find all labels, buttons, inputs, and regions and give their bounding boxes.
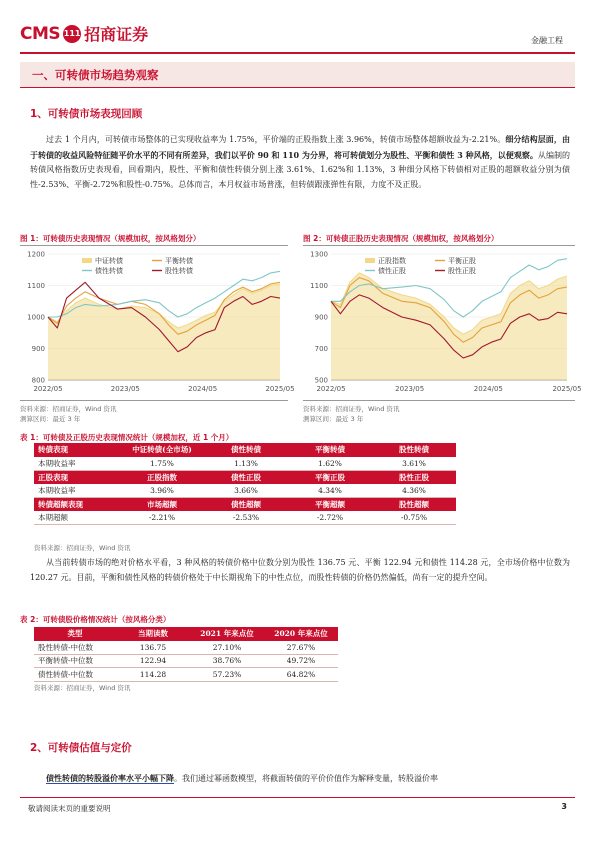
figure1-frame bbox=[20, 245, 295, 401]
legend-label: 股性正股 bbox=[448, 267, 476, 275]
table1 bbox=[34, 443, 456, 525]
table1-cell: 本期超额 bbox=[34, 511, 120, 525]
legend-label: 债性正股 bbox=[378, 267, 406, 275]
table1-cell: 债性正股 bbox=[204, 470, 288, 484]
table1-header-row bbox=[34, 470, 456, 484]
para3-text: 。我们通过幂函数模型，将截面转债的平价价值作为解释变量，转股溢价率 bbox=[174, 774, 438, 783]
table1-cell: 1.62% bbox=[288, 457, 372, 471]
table2-cell: 27.10% bbox=[190, 641, 264, 655]
table1-title: 表 1：可转债及正股历史表现情况统计（规模加权，近 1 个月） bbox=[20, 433, 234, 442]
paragraph-valuation bbox=[30, 771, 570, 786]
x-tick-label: 2025/05 bbox=[552, 385, 582, 393]
table2-header-cell: 2021 年来点位 bbox=[190, 627, 264, 641]
table2-title: 表 2：可转债股价格情况统计（按风格分类） bbox=[20, 615, 171, 624]
legend-label: 平衡正股 bbox=[448, 257, 476, 265]
legend-label: 中证转债 bbox=[95, 257, 123, 265]
figure1-notes bbox=[20, 405, 116, 424]
figure2-title: 图 2：可转债正股历史表现情况（规模加权，按风格划分） bbox=[303, 234, 499, 243]
table2-header-cell: 2020 年来点位 bbox=[264, 627, 338, 641]
legend-label: 平衡转债 bbox=[165, 257, 193, 265]
paragraph-price-level: 从当前转债市场的绝对价格水平看，3 种风格的转债价格中位数分别为股性 136.75 元、平衡 122.94 元和债性 114.28 元，全市场价格中位数为 120.27 元。目前，平衡和债性风格的转债价格处于中长期视角下的中性点位，而股性转债的价格仍然偏低，尚有一定的提升空间。 bbox=[30, 558, 570, 582]
x-tick-label: 2022/05 bbox=[33, 385, 63, 393]
table1-cell: 转债表现 bbox=[34, 443, 120, 457]
table1-data-row bbox=[34, 511, 456, 525]
table1-cell: 3.61% bbox=[372, 457, 456, 471]
subsection2-title: 2、可转债估值与定价 bbox=[30, 742, 132, 754]
figure2-range: 测算区间：最近 3 年 bbox=[303, 414, 364, 423]
table1-cell: 股性超额 bbox=[372, 497, 456, 511]
para3-bold: 债性转债的转股溢价率水平小幅下降 bbox=[46, 773, 174, 783]
table1-cell: 中证转债(全市场) bbox=[120, 443, 204, 457]
table1-cell: 本期收益率 bbox=[34, 484, 120, 498]
y-tick-label: 1200 bbox=[27, 250, 45, 259]
page-number: 3 bbox=[561, 802, 567, 811]
table2-cell: 136.75 bbox=[116, 641, 190, 655]
figure1-title: 图 1：可转债历史表现情况（规模加权，按风格划分） bbox=[20, 234, 201, 243]
table1-cell: 3.66% bbox=[204, 484, 288, 498]
legend-label: 债性转债 bbox=[95, 267, 123, 275]
table1-cell: 平衡转债 bbox=[288, 443, 372, 457]
table1-cell: -2.21% bbox=[120, 511, 204, 525]
table1-cell: -2.53% bbox=[204, 511, 288, 525]
x-tick-label: 2024/05 bbox=[473, 385, 503, 393]
logo-cms-text: CMS bbox=[20, 23, 61, 44]
legend-swatch bbox=[82, 258, 92, 263]
table1-cell: 债性转债 bbox=[204, 443, 288, 457]
y-tick-label: 500 bbox=[314, 376, 328, 385]
legend-swatch bbox=[365, 258, 375, 263]
para1-bold: 细分结构层面，由于转债的收益风险特征随平价水平的不同有所差异，我们以平价 90 和 110 为分界，将可转债划分为股性、平衡和债性 3 种风格，以便观察。 bbox=[30, 134, 570, 160]
table1-cell: -2.72% bbox=[288, 511, 372, 525]
header-divider bbox=[20, 52, 575, 54]
table2-cell: 平衡转债-中位数 bbox=[34, 654, 116, 668]
y-tick-label: 900 bbox=[314, 313, 328, 322]
table1-cell: 正股表现 bbox=[34, 470, 120, 484]
table2-cell: 122.94 bbox=[116, 654, 190, 668]
x-tick-label: 2023/05 bbox=[110, 385, 140, 393]
figure1-chart bbox=[20, 246, 295, 400]
table1-cell: 1.75% bbox=[120, 457, 204, 471]
table2-data-row bbox=[34, 654, 338, 668]
table1-source: 资料来源：招商证券，Wind 资讯 bbox=[34, 544, 131, 552]
table2-cell: 27.67% bbox=[264, 641, 338, 655]
table1-cell: 正股指数 bbox=[120, 470, 204, 484]
figure2-notes bbox=[303, 405, 399, 424]
table1-cell: 4.34% bbox=[288, 484, 372, 498]
legend-label: 正股指数 bbox=[378, 257, 406, 265]
table1-header-row bbox=[34, 443, 456, 457]
table2-header-cell: 当期读数 bbox=[116, 627, 190, 641]
table2-cell: 64.82% bbox=[264, 668, 338, 682]
figure2-chart bbox=[303, 246, 582, 400]
table2-cell: 49.72% bbox=[264, 654, 338, 668]
x-tick-label: 2022/05 bbox=[316, 385, 346, 393]
table1-header-row bbox=[34, 497, 456, 511]
table2-cell: 38.76% bbox=[190, 654, 264, 668]
section-title-bar bbox=[20, 62, 575, 88]
y-tick-label: 700 bbox=[314, 345, 328, 353]
para1-text-b: 从编制的转债风格指数历史表现看，回看期内，股性、平衡和债性转债分别上涨 3.61%、1.62%和 1.13%，3 种细分风格下转债相对正股的超额收益分别为债性-2.53%、平衡-2.72%和股性-0.75%。总体而言，本月权益市场普涨，但转债跟涨弹性有限，力度不及正股。 bbox=[30, 150, 571, 189]
figure1-range: 测算区间：最近 3 年 bbox=[20, 414, 81, 423]
table2-data-row bbox=[34, 668, 338, 682]
x-tick-label: 2024/05 bbox=[188, 385, 218, 393]
series-area bbox=[331, 273, 567, 380]
table2-header-row bbox=[34, 627, 338, 641]
figure1-source: 资料来源：招商证券，Wind 资讯 bbox=[20, 405, 117, 413]
logo-badge-icon: 111 bbox=[63, 25, 81, 43]
header-category: 金融工程 bbox=[531, 36, 563, 45]
y-tick-label: 1100 bbox=[310, 282, 328, 290]
table2-cell: 股性转债-中位数 bbox=[34, 641, 116, 655]
figure2-source: 资料来源：招商证券，Wind 资讯 bbox=[303, 405, 400, 413]
legend-label: 股性转债 bbox=[165, 267, 193, 275]
table1-cell: 股性转债 bbox=[372, 443, 456, 457]
table1-cell: 股性正股 bbox=[372, 470, 456, 484]
logo-cn-text: 招商证券 bbox=[84, 25, 149, 44]
footer-divider bbox=[20, 797, 575, 798]
page-header bbox=[20, 22, 575, 48]
company-logo bbox=[20, 22, 148, 45]
table1-cell: -0.75% bbox=[372, 511, 456, 525]
subsection-title: 1、可转债市场表现回顾 bbox=[30, 108, 143, 120]
table1-cell: 本期收益率 bbox=[34, 457, 120, 471]
y-tick-label: 1300 bbox=[310, 250, 328, 259]
y-tick-label: 1100 bbox=[27, 282, 45, 290]
table1-cell: 债性超额 bbox=[204, 497, 288, 511]
y-tick-label: 800 bbox=[31, 376, 45, 385]
x-tick-label: 2023/05 bbox=[395, 385, 425, 393]
y-tick-label: 1000 bbox=[27, 313, 45, 322]
table2-cell: 114.28 bbox=[116, 668, 190, 682]
table1-cell: 平衡正股 bbox=[288, 470, 372, 484]
table1-cell: 市场超额 bbox=[120, 497, 204, 511]
y-tick-label: 900 bbox=[31, 345, 45, 353]
table1-cell: 1.13% bbox=[204, 457, 288, 471]
table1-cell: 4.36% bbox=[372, 484, 456, 498]
figure2-frame bbox=[303, 245, 582, 401]
table1-cell: 平衡超额 bbox=[288, 497, 372, 511]
table2 bbox=[34, 627, 338, 682]
table1-cell: 3.96% bbox=[120, 484, 204, 498]
table1-data-row bbox=[34, 484, 456, 498]
x-tick-label: 2025/05 bbox=[265, 385, 295, 393]
table2-data-row bbox=[34, 641, 338, 655]
para1-text-a: 过去 1 个月内，可转债市场整体的已实现收益率为 1.75%，平价端的正股指数上涨 3.96%，转债市场整体超额收益为-2.21%。 bbox=[46, 135, 506, 144]
table2-cell: 57.23% bbox=[190, 668, 264, 682]
table2-source: 资料来源：招商证券，Wind 资讯 bbox=[34, 684, 131, 692]
footer-disclaimer: 敬请阅读末页的重要说明 bbox=[28, 804, 111, 813]
table1-data-row bbox=[34, 457, 456, 471]
paragraph-market-review bbox=[30, 132, 570, 192]
table2-header-cell: 类型 bbox=[34, 627, 116, 641]
table2-cell: 债性转债-中位数 bbox=[34, 668, 116, 682]
table1-cell: 转债超额表现 bbox=[34, 497, 120, 511]
section-title: 一、可转债市场趋势观察 bbox=[32, 68, 159, 82]
